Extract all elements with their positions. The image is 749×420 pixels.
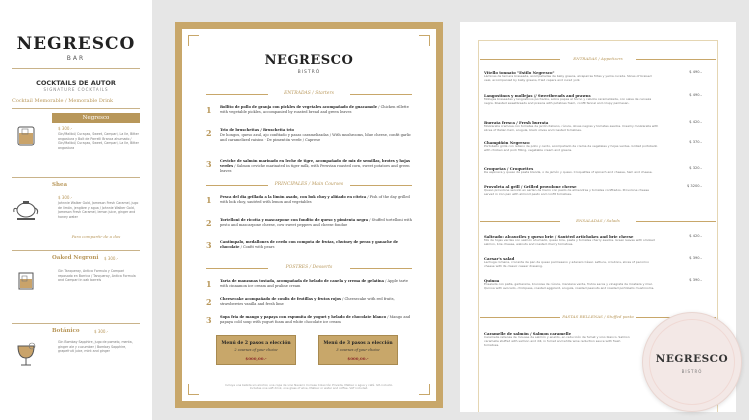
item-number: 1 xyxy=(206,195,212,205)
menu-item xyxy=(484,140,712,153)
menu-item xyxy=(484,184,712,197)
wine-glass-icon xyxy=(12,340,40,368)
item-text: Cantimpalo, medallones de cerdo con compota de frutas, chutney de peras y ganache de chocolate / Confit with pears xyxy=(220,240,399,249)
menu-2-courses-box xyxy=(216,335,296,365)
cocktail-glass-icon xyxy=(12,121,40,149)
cocktail-item xyxy=(12,328,140,388)
menu-item xyxy=(484,120,712,133)
item-number: 3 xyxy=(206,159,212,169)
bistro-menu-card xyxy=(175,22,443,408)
cocktail-category: Cocktail Memorable / Memorable Drink xyxy=(12,98,114,104)
menu-item xyxy=(206,240,412,260)
coaster-sublogo: BISTRÓ xyxy=(681,369,703,374)
teapot-icon xyxy=(12,194,40,222)
item-text: Bollito de pollo de granja con pickles de vegetales acompañado de guacamole / Chicken rillette with vegetable pickles, accompanied by roasted bread and green leaves xyxy=(220,105,409,114)
cocktail-price: $ 300.- xyxy=(58,195,73,200)
item-price: $ 3200.- xyxy=(686,184,702,188)
cocktail-description: Johnnie Walker Gold, Jameson Fresh Caramel, jugo de limón, jengibre y agua / Johnnie Walker Gold, Jameson Fresh Caramel, lemon juice, ginger and honey water xyxy=(58,201,139,219)
item-name: Caramelle de salmón / Salmon caramelle xyxy=(484,331,572,336)
cocktail-name: Negresco xyxy=(52,113,140,123)
bistro-logo: NEGRESCO xyxy=(264,53,354,68)
item-name: Langostinos y mollejas // Sweetbreads and prawns xyxy=(484,93,591,98)
menu-footer-note: Incluye una bebida sin alcohol, una copa de vino Navarro Correas Colección Privada, Malbec o agua y café. IVA incluido. Includes one soft drink, one glass of wine, Malbec or water and coffee. VAT included. xyxy=(224,382,394,391)
menu-item xyxy=(206,128,412,152)
menu-item xyxy=(484,256,712,269)
cocktail-price: $ 300.- xyxy=(104,256,119,261)
bar-sublogo: BAR xyxy=(66,55,86,62)
item-text: Ceviche de salmón marinado en leche de tigre, acompañado de mix de semillas, brotes y hojas verdes / Salmon ceviche marinated in tiger milk, with Peruvian roasted corn, sweet potatoes and green leaves xyxy=(220,159,411,173)
item-description: Mozzarella cremosa con tomates de jardín italiano, rúcula, olivas negras y tomates asados. Creamy mozzarella with slices of Italian ham, arugula, black olives and roasted tomatoes. xyxy=(484,124,659,132)
item-name: Champiñón Negresco xyxy=(484,140,530,145)
menu-section-title: ENTRADAS / Starters xyxy=(206,91,412,96)
cocktail-section-subtitle: SIGNATURE COCKTAILS xyxy=(43,87,109,92)
item-text: Cheesecake acompañado de coulis de frutillas y frutos rojos / Cheesecake with red fruits, strawberries vanilla and fresh lime xyxy=(220,297,395,306)
cocktail-description: Gin Tanqueray, Antica Formula y Campari reposado en Barrica / Tanqueray, Antica Formula and Campari in oak barrels xyxy=(58,269,136,282)
item-price: $ 490.- xyxy=(689,70,702,74)
item-price: $ 420.- xyxy=(689,120,702,124)
item-description: Portobello grillé con relleno de pollo y cerdo, acompañado de crema de vegetales y hojas verdes. Grilled portobello with chicken and pork filling, vegetable cream and greens. xyxy=(484,144,658,152)
cocktail-price: $ 300.- xyxy=(94,329,109,334)
item-price: $ 490.- xyxy=(689,93,702,97)
menu-box-price: $000,00.- xyxy=(245,356,267,361)
menu-box-subtitle: 2 courses of your choice xyxy=(234,348,278,352)
cocktail-price: $ 300.- xyxy=(58,126,73,131)
menu-item xyxy=(484,234,712,247)
item-text: Trio de bruschettas / Bruschetta trio De hongos, queso azul, ajo confitado y pasas caramelizadas / With mushrooms, blue cheese, confit garlic and caramelized raisins · De pimentón verde / Caprese xyxy=(220,128,412,142)
cocktail-name: Shea xyxy=(52,182,68,188)
item-description: Queso provolone servido en sartén de hierro con pesto de almendras y tomates confitados. Provolone cheese served in iron pan with almond pesto and confit tomatoes. xyxy=(484,188,650,196)
menu-section-title: POSTRES / Desserts xyxy=(206,265,412,270)
menu-item xyxy=(484,93,712,106)
menu-item xyxy=(206,297,412,315)
item-name: Salteado: alcauciles y queso brie / Sautéed artichokes and brie cheese xyxy=(484,234,634,239)
menu-section-title: PASTAS RELLENAS / Stuffed pasta xyxy=(480,314,716,319)
coaster xyxy=(642,312,742,412)
cocktail-description: Gin/Malibú/ Curaçao, Sweet, Campari, La Ile, Bitter angostura y Bolt de Parrelli Branca ahumado / Gin/Malibú/ Curaçao, Sweet, Campari, La Ile, Bitter angostura xyxy=(58,132,139,150)
corner-ornament xyxy=(188,35,199,46)
cocktail-section-title: COCKTAILS DE AUTOR xyxy=(36,79,116,87)
item-name: Quinoa xyxy=(484,278,500,283)
cocktail-note: Para compartir de a dos xyxy=(71,234,121,239)
divider xyxy=(12,323,140,324)
item-text: Tarta de manzanas tostada, acompañada de helado de canela y crema de gelatina / Apple tarte with cinnamon ice cream and praline cream xyxy=(220,279,408,288)
menu-box-price: $000,00.- xyxy=(347,356,369,361)
divider xyxy=(12,108,140,109)
cocktail-name: Oaked Negroni xyxy=(52,255,99,261)
menu-item xyxy=(484,331,636,347)
tumbler-glass-icon xyxy=(12,265,40,293)
item-price: $ 320.- xyxy=(689,166,702,170)
menu-item xyxy=(206,218,412,238)
menu-section-title: PRINCIPALES / Main Courses xyxy=(206,182,412,187)
divider xyxy=(12,68,140,69)
item-description: Mix de hojas verdes con salmón ahumado, queso brie, pasta y tomates cherry asados. Green leaves with smoked salmon, brie cheese, walnuts and roasted cherry tomatoes. xyxy=(484,238,655,246)
item-number: 2 xyxy=(206,218,212,228)
item-description: Lechuga romana, crocante de pan de queso parmesano y aderezo César. Lettuce, croutons, slices of pecorino cheese with its classic caesar dressing. xyxy=(484,260,649,268)
item-text: Pesca del día grillada a la limón asado, con bok choy y aliñado en cítrica / Fish of the day grilled with bok choy, sautéed with lemon and vegetables xyxy=(220,195,410,204)
menu-item xyxy=(206,159,412,179)
item-number: 2 xyxy=(206,297,212,307)
item-number: 1 xyxy=(206,279,212,289)
item-name: Provoleta al grill / Grilled provolone cheese xyxy=(484,184,577,189)
cocktail-item xyxy=(12,182,140,246)
item-number: 1 xyxy=(206,105,212,115)
bistro-sublogo: BISTRÓ xyxy=(297,70,321,75)
menu-item xyxy=(206,105,412,125)
menu-item xyxy=(206,195,412,215)
menu-3-courses-box xyxy=(318,335,398,365)
cocktail-menu-card xyxy=(0,0,152,420)
bar-logo: NEGRESCO xyxy=(16,34,136,54)
item-description: Caramelle rellenas de mousse de salmón y eneldo, en reducción de fumet y vino blanco. Salmon caramelle stuffed with salmon and dill, in fumet and white wine reduction sauce with fresh tomatoes. xyxy=(484,335,630,347)
item-description: Mollejas braseadas y langostinos pochados, sobre papas al horno y cebolla caramelizada, con salsa de cerveza negra. Roasted sweetbreads and prawns with potatoes foam, confit fennel and crispy parmesan. xyxy=(484,97,652,105)
corner-ornament xyxy=(188,384,199,395)
menu-section-title: ENSALADAS / Salads xyxy=(480,218,716,223)
item-name: Croquetas / Croquettes xyxy=(484,166,534,171)
cocktail-item xyxy=(12,255,140,319)
item-number: 2 xyxy=(206,128,212,138)
divider xyxy=(12,177,140,178)
item-text: Tortelloni de ricotta y mascarpone con fondito de queso y pimienta negra / Stuffed tortelloni with pesto and mascarpone cheese, cow sweet peppers and cheese fondue xyxy=(220,218,412,227)
item-name: Burrata fresca / Fresh burrata xyxy=(484,120,549,125)
menu-item xyxy=(484,278,712,291)
item-description: Láminas de ternera braseada, acompañadas de baby greens, alcaparras fritas y yema curada. Slices of braised veal, accompanied by baby greens, fried capers and cured yolk. xyxy=(484,74,652,82)
corner-ornament xyxy=(419,35,430,46)
item-text: Sopa fría de mango y papaya con espumita de yogurt y helado de chocolate blanco / Mango and papaya cold soup with yogurt foam and white chocolate ice cream xyxy=(220,315,411,324)
menu-item xyxy=(484,70,712,83)
coaster-logo: NEGRESCO xyxy=(655,353,729,365)
item-description: Ensalada con palta, garbanzos, brunoise de rúcula, manzana verde, frutos secos y vinagreta de mostaza y miel. Quinoa with avocado, chickpeas, roasted eggplant, arugula, roasted peanuts and roasted portobello mushrooms. xyxy=(484,282,655,290)
item-number: 3 xyxy=(206,315,212,325)
menu-item xyxy=(206,315,412,333)
menu-box-title: Menú de 2 pasos a elección xyxy=(221,341,291,346)
cocktail-description: Gin Bombay Sapphire, jugo de pomelo, menta, ginger ale y cucumber / Bombay Sapphire, grapefruit juice, mint and ginger xyxy=(58,340,133,353)
item-name: Vitello tonnato "Estilo Negresco" xyxy=(484,70,555,75)
item-price: $ 420.- xyxy=(689,234,702,238)
item-number: 3 xyxy=(206,240,212,250)
item-description: De espinaca y queso de pasta blanda, o de jamón y queso. Croquettes of spinach and cheese, ham and cheese. xyxy=(484,170,653,174)
item-name: Caesar's salad xyxy=(484,256,515,261)
item-price: $ 370.- xyxy=(689,140,702,144)
menu-box-subtitle: 3 courses of your choice xyxy=(336,348,380,352)
menu-section-title: ENTRADAS / Appetizers xyxy=(480,56,716,61)
item-price: $ 390.- xyxy=(689,278,702,282)
menu-box-title: Menú de 3 pasos a elección xyxy=(323,341,393,346)
menu-item xyxy=(484,166,712,175)
menu-item xyxy=(206,279,412,297)
divider xyxy=(12,250,140,251)
corner-ornament xyxy=(419,384,430,395)
cocktail-name: Botánico xyxy=(52,328,80,334)
item-price: $ 390.- xyxy=(689,256,702,260)
cocktail-item xyxy=(12,113,140,173)
